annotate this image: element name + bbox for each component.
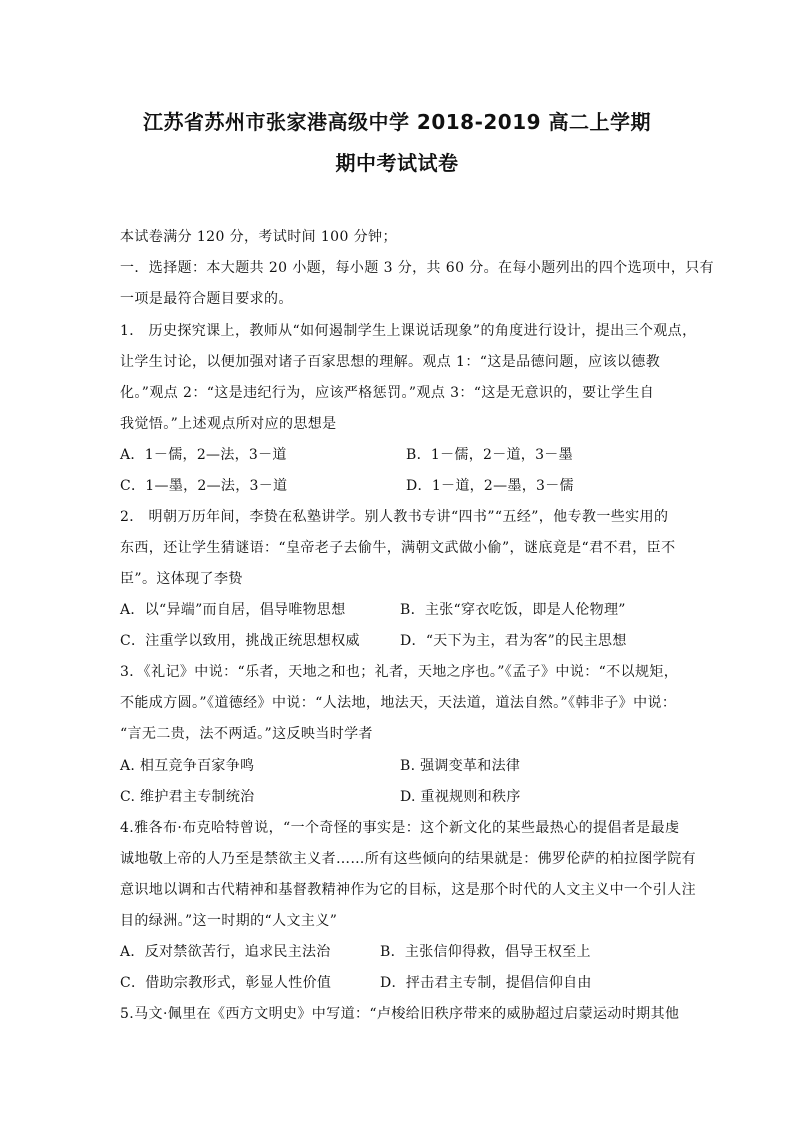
question-4-option-b: B．主张信仰得救，倡导王权至上: [380, 944, 591, 960]
question-2-option-a: A．以“异端”而自居，倡导唯物思想: [120, 602, 346, 618]
question-2-option-c: C．注重学以致用，挑战正统思想权威: [120, 633, 360, 649]
question-3-option-a: A. 相互竞争百家争鸣: [120, 758, 255, 774]
exam-title-line1: 江苏省苏州市张家港高级中学 2018-2019 高二上学期: [142, 110, 652, 134]
question-4-line: 目的绿洲。”这一时期的“人文主义”: [120, 913, 338, 929]
question-3-option-d: D. 重视规则和秩序: [400, 789, 521, 805]
question-2-line: 东西，还让学生猜谜语：“皇帝老子去偷牛，满朝文武做小偷”，谜底竟是“君不君，臣不: [120, 540, 676, 556]
question-1-option-c: C．1—墨，2—法，3－道: [120, 478, 288, 494]
section-instruction-line1: 一．选择题：本大题共 20 小题，每小题 3 分，共 60 分。在每小题列出的四个选项中，只有: [120, 260, 715, 276]
exam-title-line2: 期中考试试卷: [335, 151, 459, 175]
question-3-line: 不能成方圆。”《道德经》中说：“人法地，地法天，天法道，道法自然。”《韩非子》中说：: [120, 695, 677, 711]
question-1-line: 让学生讨论，以便加强对诸子百家思想的理解。观点 1：“这是品德问题，应该以德教: [120, 354, 661, 370]
question-3-option-b: B. 强调变革和法律: [400, 758, 521, 774]
question-1-option-a: A．1－儒，2—法，3－道: [120, 447, 287, 463]
question-1-line: 化。”观点 2：“这是违纪行为，应该严格惩罚。”观点 3：“这是无意识的，要让学生自: [120, 385, 655, 401]
section-instruction-line2: 一项是最符合题目要求的。: [120, 291, 293, 307]
question-3-option-c: C. 维护君主专制统治: [120, 789, 255, 805]
question-3-line: 3．《礼记》中说：“乐者，天地之和也；礼者，天地之序也。”《孟子》中说：“不以规矩，: [120, 664, 679, 680]
question-1-line: 我觉悟。”上述观点所对应的思想是: [120, 416, 337, 432]
question-1-line: 1． 历史探究课上，教师从“如何遏制学生上课说话现象”的角度进行设计，提出三个观点，: [120, 323, 697, 339]
question-2-line: 2． 明朝万历年间，李贽在私塾讲学。别人教书专讲“四书”“五经”，他专教一些实用的: [120, 509, 669, 525]
question-1-option-b: B．1－儒，2－道，3－墨: [406, 447, 573, 463]
question-3-line: “言无二贵，法不两适。”这反映当时学者: [120, 726, 373, 742]
question-2-option-d: D．“天下为主，君为客”的民主思想: [400, 633, 627, 649]
question-2-line: 臣”。这体现了李贽: [120, 571, 243, 587]
question-4-line: 意识地以调和古代精神和基督教精神作为它的目标，这是那个时代的人文主义中一个引人注: [120, 882, 696, 898]
score-note: 本试卷满分 120 分，考试时间 100 分钟；: [120, 229, 397, 245]
question-4-option-c: C．借助宗教形式，彰显人性价值: [120, 975, 332, 991]
question-4-option-a: A．反对禁欲苦行，追求民主法治: [120, 944, 331, 960]
question-2-option-b: B．主张“穿衣吃饭，即是人伦物理”: [400, 602, 626, 618]
question-4-line: 4.雅各布·布克哈特曾说，“一个奇怪的事实是：这个新文化的某些最热心的提倡者是最虔: [120, 820, 680, 836]
question-1-option-d: D．1－道，2—墨，3－儒: [406, 478, 574, 494]
question-4-option-d: D．抨击君主专制，提倡信仰自由: [380, 975, 592, 991]
question-4-line: 诚地敬上帝的人乃至是禁欲主义者……所有这些倾向的结果就是：佛罗伦萨的柏拉图学院有: [120, 851, 696, 867]
question-5-line: 5.马文·佩里在《西方文明史》中写道：“卢梭给旧秩序带来的威胁超过启蒙运动时期其他: [120, 1006, 680, 1022]
